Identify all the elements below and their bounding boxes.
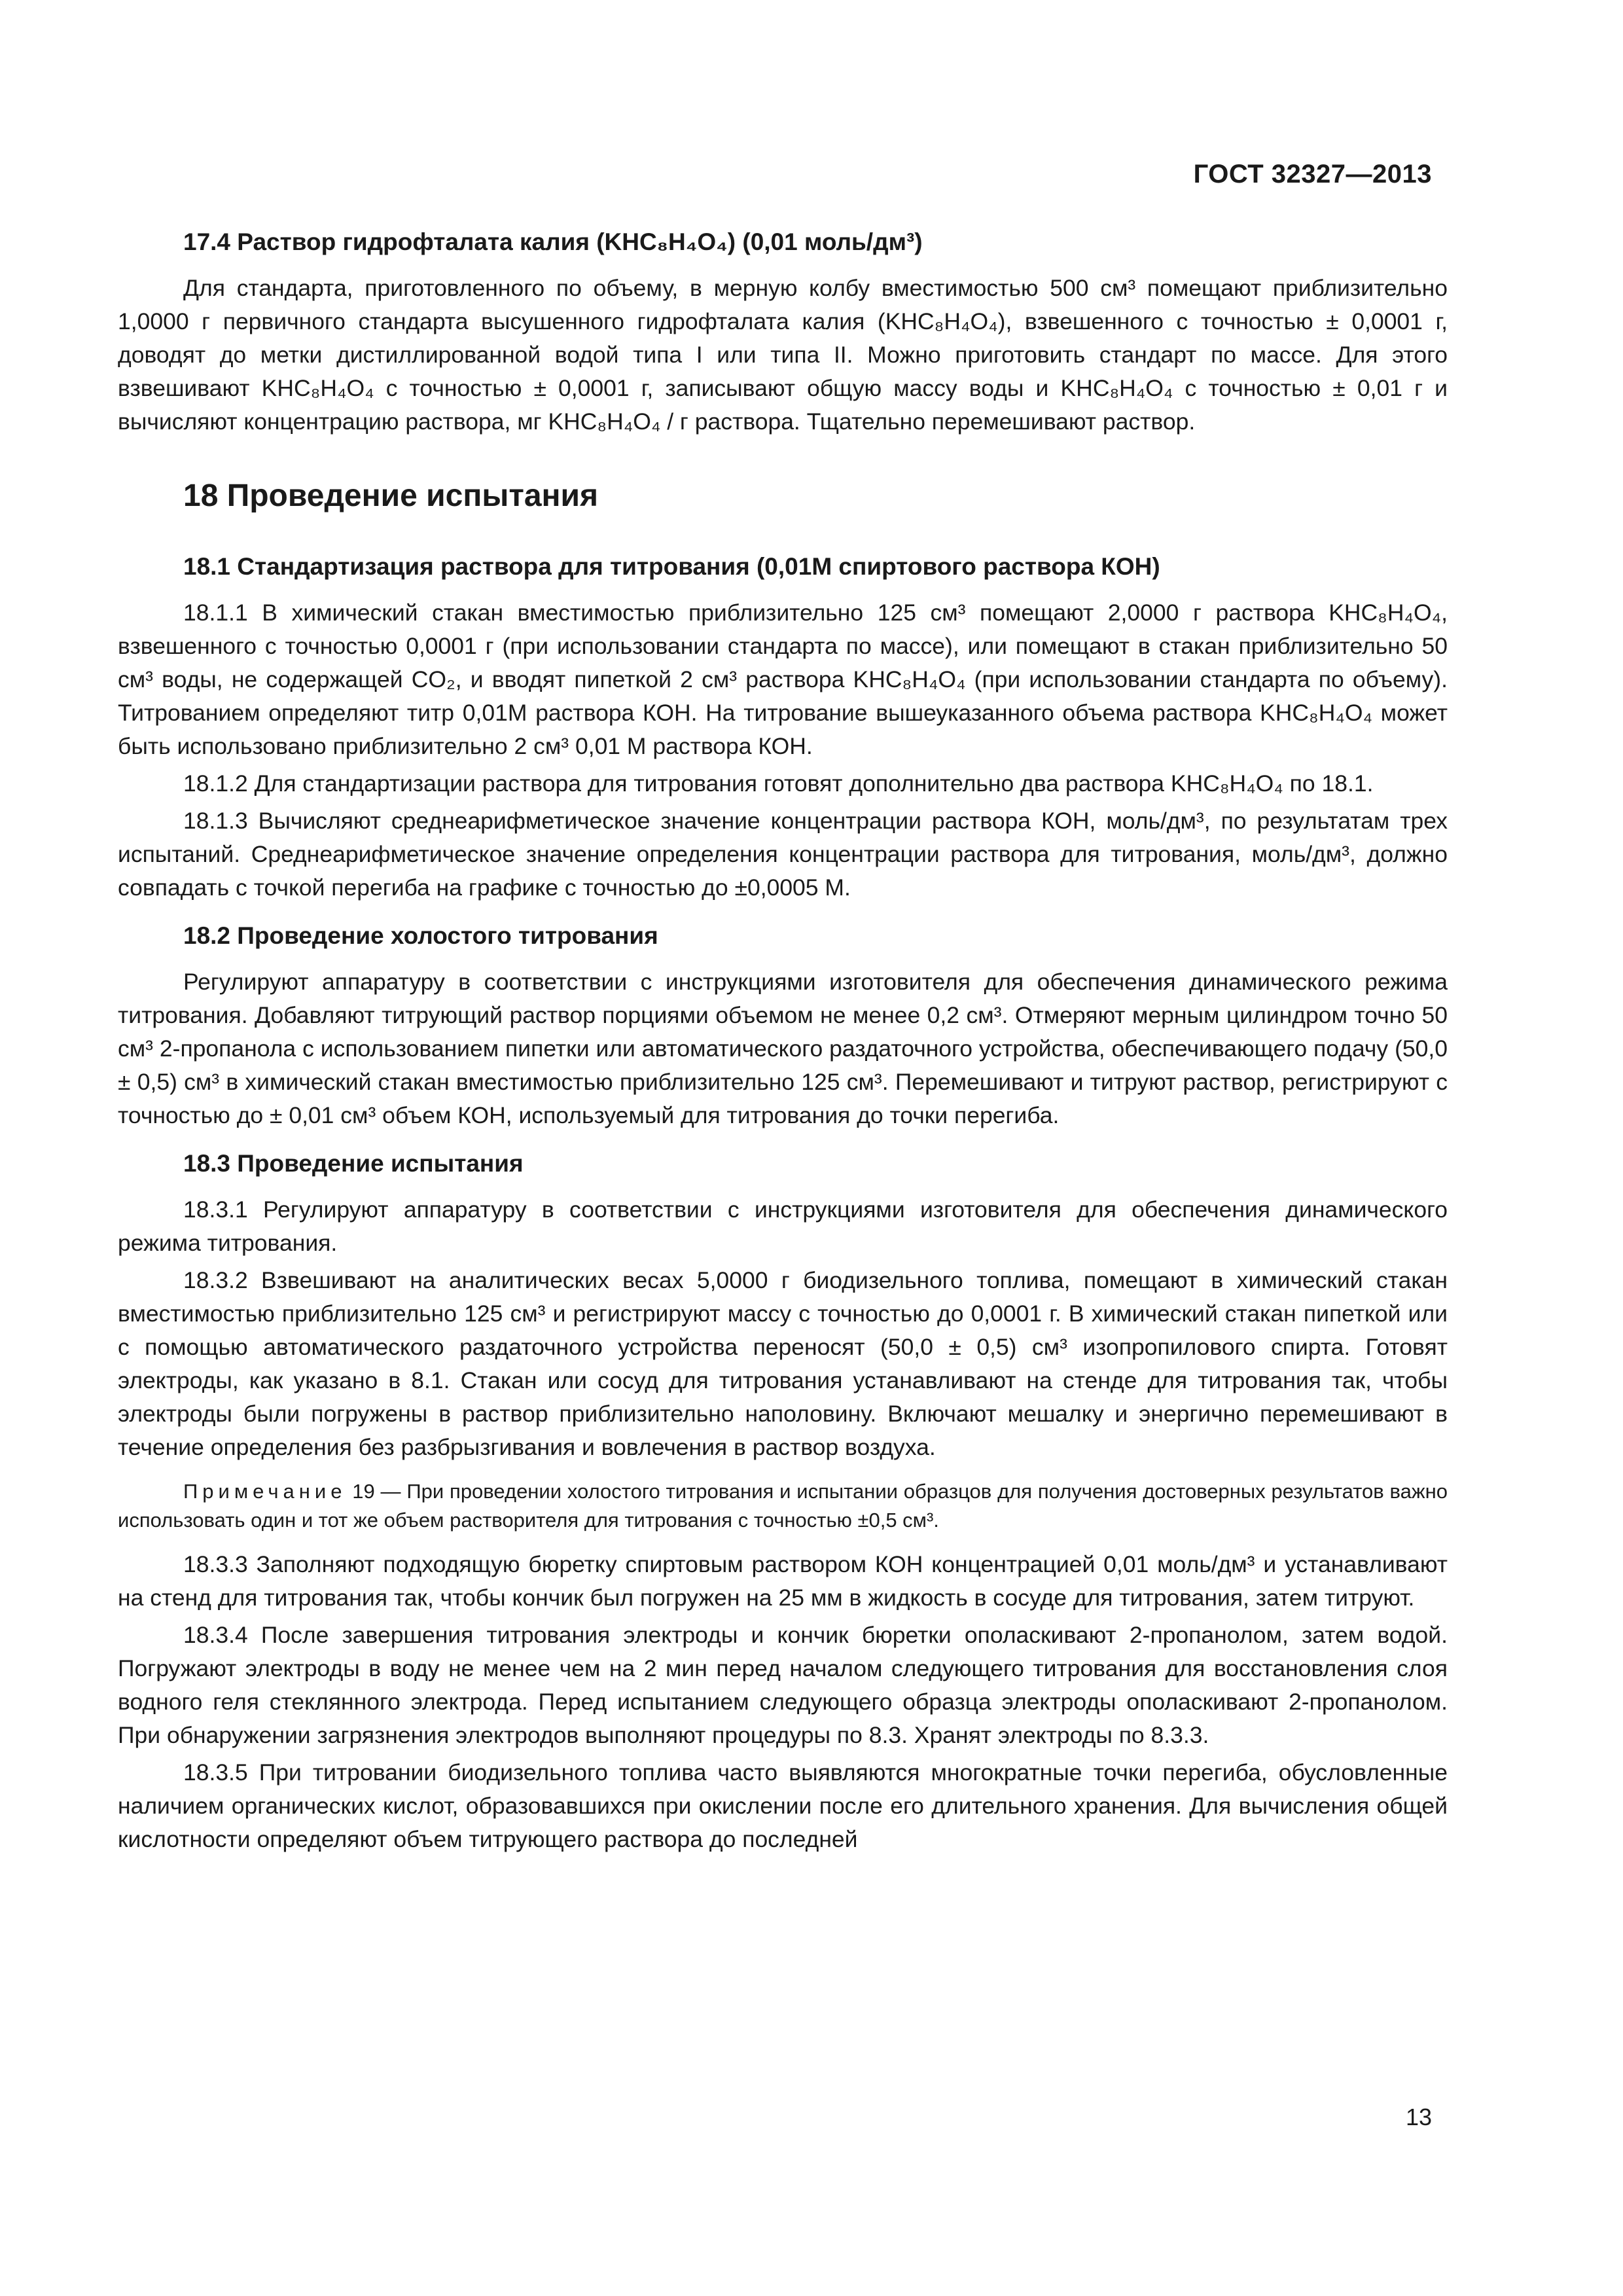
paragraph-18-3-5: 18.3.5 При титровании биодизельного топлива часто выявляются многократные точки перегиба, обусловленные наличием органических кислот, образовавшихся при окислении после его длительного хранения. Для вычисления общей кислотности определяют объем титрующего раствора до последней — [118, 1759, 1448, 1852]
paragraph-18-3-4: 18.3.4 После завершения титрования электроды и кончик бюретки ополаскивают 2-пропанолом, затем водой. Погружают электроды в воду не менее чем на 2 мин перед началом следующего титрования для восстановления слоя водного геля стеклянного электрода. Перед испытанием следующего образца электроды ополаскивают 2-пропанолом. При обнаружении загрязнения электродов выполняют процедуры по 8.3. Хранят электроды по 8.3.3. — [118, 1622, 1448, 1748]
section-18-2-title: 18.2 Проведение холостого титрования — [183, 922, 658, 949]
section-18-3-title: 18.3 Проведение испытания — [183, 1150, 524, 1177]
paragraph-18-1-2: 18.1.2 Для стандартизации раствора для титрования готовят дополнительно два раствора KHC₈H₄O₄ по 18.1. — [183, 770, 1374, 797]
section-18-title: 18 Проведение испытания — [183, 478, 599, 513]
document-header-id: ГОСТ 32327—2013 — [1193, 160, 1432, 188]
paragraph-18-1-1: 18.1.1 В химический стакан вместимостью приблизительно 125 см³ помещают 2,0000 г раствора KHC₈H₄O₄, взвешенного с точностью 0,0001 г (при использовании стандарта по массе), или помещают в стакан приблизительно 50 см³ воды, не содержащей CO₂, и вводят пипеткой 2 см³ раствора KHC₈H₄O₄ (при использовании стандарта по объему). Титрованием определяют титр 0,01М раствора КОН. На титрование вышеуказанного объема раствора KHC₈H₄O₄ может быть использовано приблизительно 2 см³ 0,01 М раствора КОН. — [118, 600, 1448, 759]
paragraph-18-1-3: 18.1.3 Вычисляют среднеарифметическое значение концентрации раствора КОН, моль/дм³, по результатам трех испытаний. Среднеарифметическое значение определения концентрации раствора для титрования, моль/дм³, должно совпадать с точкой перегиба на графике с точностью до ±0,0005 М. — [118, 808, 1448, 901]
page-number: 13 — [1405, 2104, 1432, 2130]
section-17-4-paragraph: Для стандарта, приготовленного по объему, в мерную колбу вместимостью 500 см³ помещают приблизительно 1,0000 г первичного стандарта высушенного гидрофталата калия (KHC₈H₄O₄), взвешенного с точностью ± 0,0001 г, доводят до метки дистиллированной водой типа I или типа II. Можно приготовить стандарт по массе. Для этого взвешивают KHC₈H₄O₄ с точностью ± 0,0001 г, записывают общую массу воды и KHC₈H₄O₄ с точностью ± 0,01 г и вычисляют концентрацию раствора, мг KHC₈H₄O₄ / г раствора. Тщательно перемешивают раствор. — [118, 275, 1448, 435]
section-17-4-title: 17.4 Раствор гидрофталата калия (KHC₈H₄O₄) (0,01 моль/дм³) — [183, 228, 923, 255]
paragraph-18-3-2: 18.3.2 Взвешивают на аналитических весах 5,0000 г биодизельного топлива, помещают в химический стакан вместимостью приблизительно 125 см³ и регистрируют массу с точностью до 0,0001 г. В химический стакан пипеткой или с помощью автоматического раздаточного устройства переносят (50,0 ± 0,5) см³ изопропилового спирта. Готовят электроды, как указано в 8.1. Стакан или сосуд для титрования устанавливают на стенде для титрования так, чтобы электроды были погружены в раствор приблизительно наполовину. Включают мешалку и энергично перемешивают в течение определения без разбрызгивания и вовлечения в раствор воздуха. — [118, 1267, 1448, 1460]
paragraph-18-3-1: 18.3.1 Регулируют аппаратуру в соответствии с инструкциями изготовителя для обеспечения динамического режима титрования. — [118, 1196, 1448, 1256]
section-18-1-title: 18.1 Стандартизация раствора для титрования (0,01М спиртового раствора КОН) — [183, 553, 1160, 580]
paragraph-18-2: Регулируют аппаратуру в соответствии с инструкциями изготовителя для обеспечения динамического режима титрования. Добавляют титрующий раствор порциями объемом не менее 0,2 см³. Отмеряют мерным цилиндром точно 50 см³ 2-пропанола с использованием пипетки или автоматического раздаточного устройства, обеспечивающего подачу (50,0 ± 0,5) см³ в химический стакан вместимостью приблизительно 125 см³. Перемешивают и титруют раствор, регистрируют с точностью до ± 0,01 см³ объем КОН, используемый для титрования до точки перегиба. — [118, 969, 1448, 1128]
paragraph-18-3-3: 18.3.3 Заполняют подходящую бюретку спиртовым раствором КОН концентрацией 0,01 моль/дм³ и устанавливают на стенд для титрования так, чтобы кончик был погружен на 25 мм в жидкость в сосуде для титрования, затем титруют. — [118, 1551, 1448, 1611]
note-label: Примечание — [183, 1480, 347, 1503]
note-text: 19 — При проведении холостого титрования и испытании образцов для получения достоверных результатов важно использовать один и тот же объем растворителя для титрования с точностью ±0,5 см³. — [118, 1480, 1448, 1532]
note-19 — [118, 1477, 1448, 1535]
document-body — [118, 225, 1448, 1856]
